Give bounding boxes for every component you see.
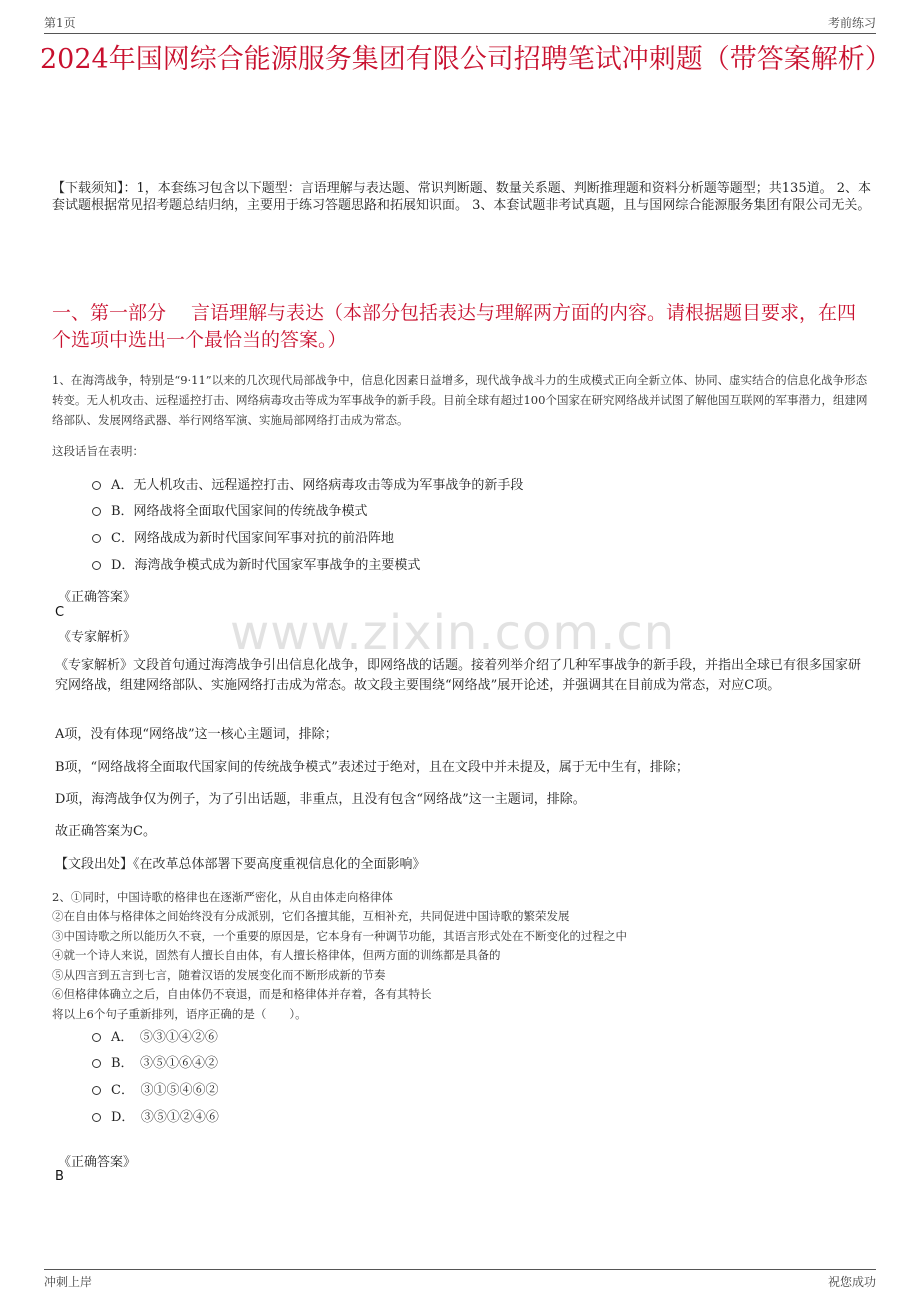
correct-answer-label: 《正确答案》 <box>58 590 137 605</box>
watermark: www.zixin.com.cn <box>230 605 676 661</box>
header-category: 考前练习 <box>827 16 876 30</box>
footer-right: 祝您成功 <box>827 1275 876 1289</box>
question-1-option-b[interactable]: B．网络战将全面取代国家间的传统战争模式 <box>92 503 368 521</box>
expert-analysis-label: 《专家解析》 <box>58 630 137 645</box>
document-title: 2024年国网综合能源服务集团有限公司招聘笔试冲刺题（带答案解析） <box>40 44 892 75</box>
correct-answer: C <box>55 605 65 620</box>
question-2-prompt: 将以上6个句子重新排列，语序正确的是（ ）。 <box>52 1007 307 1021</box>
question-1-prompt: 这段话旨在表明： <box>52 444 144 458</box>
question-2-option-d[interactable]: D． ③⑤①②④⑥ <box>92 1109 219 1127</box>
radio-icon[interactable] <box>92 1113 101 1122</box>
download-notice: 【下载须知】：1，本套练习包含以下题型：言语理解与表达题、常识判断题、数量关系题、判断推理题和资料分析题等题型；共135道。 2、本套试题根据常见招考题总结归纳，主要用于练习答题思路和拓展知识面。 3、本套试题非考试真题，且与国网综合能源服务集团有限公司无关。 <box>52 181 871 213</box>
radio-icon[interactable] <box>92 1086 101 1095</box>
question-2-line-4: ④就一个诗人来说，固然有人擅长自由体，有人擅长格律体，但两方面的训练都是具备的 <box>52 948 501 962</box>
question-2-line-6: ⑥但格律体确立之后，自由体仍不衰退，而是和格律体并存着，各有其特长 <box>52 987 432 1001</box>
explanation-d: D项，海湾战争仅为例子，为了引出话题，非重点，且没有包含“网络战”这一主题词，排除。 <box>55 792 586 807</box>
footer-rule <box>44 1269 876 1270</box>
header-rule <box>44 33 876 34</box>
section-heading: 一、第一部分 言语理解与表达（本部分包括表达与理解两方面的内容。请根据题目要求，在四个选项中选出一个最恰当的答案。） <box>52 302 857 351</box>
conclusion: 故正确答案为C。 <box>55 824 156 839</box>
radio-icon[interactable] <box>92 561 101 570</box>
radio-icon[interactable] <box>92 1059 101 1068</box>
radio-icon[interactable] <box>92 481 101 490</box>
question-2-line-1: 2、①同时，中国诗歌的格律也在逐渐严密化，从自由体走向格律体 <box>52 890 393 904</box>
footer-left: 冲刺上岸 <box>44 1275 93 1289</box>
question-2-option-b[interactable]: B． ③⑤①⑥④② <box>92 1055 218 1073</box>
question-1-stem: 1、在海湾战争，特别是“9·11”以来的几次现代局部战争中，信息化因素日益增多，现代战争战斗力的生成模式正向全新立体、协同、虚实结合的信息化战争形态转变。无人机攻击、远程遥控打击、网络病毒攻击等成为军事战争的新手段。目前全球有超过100个国家在研究网络战并试图了解他国互联网的军事潜力，组建网络部队、发展网络武器、举行网络军演、实施局部网络打击成为常态。 <box>52 373 868 427</box>
correct-answer: B <box>55 1169 64 1184</box>
question-2-line-2: ②在自由体与格律体之间始终没有分成派别，它们各擅其能，互相补充，共同促进中国诗歌的繁荣发展 <box>52 909 570 923</box>
question-2-line-5: ⑤从四言到五言到七言，随着汉语的发展变化而不断形成新的节奏 <box>52 968 386 982</box>
expert-analysis-text: 《专家解析》文段首句通过海湾战争引出信息化战争，即网络战的话题。接着列举介绍了几种军事战争的新手段，并指出全球已有很多国家研究网络战，组建网络部队、实施网络打击成为常态。故文段主要围绕“网络战”展开论述，并强调其在目前成为常态，对应C项。 <box>55 658 862 693</box>
radio-icon[interactable] <box>92 1033 101 1042</box>
radio-icon[interactable] <box>92 534 101 543</box>
question-2-option-a[interactable]: A． ⑤③①④②⑥ <box>92 1029 218 1047</box>
question-2-option-c[interactable]: C． ③①⑤④⑥② <box>92 1082 218 1100</box>
correct-answer-label: 《正确答案》 <box>58 1155 137 1170</box>
radio-icon[interactable] <box>92 507 101 516</box>
source-citation: 【文段出处】《在改革总体部署下要高度重视信息化的全面影响》 <box>55 857 426 872</box>
question-1-option-d[interactable]: D．海湾战争模式成为新时代国家军事战争的主要模式 <box>92 557 420 575</box>
page-number: 第1页 <box>44 16 76 30</box>
explanation-a: A项，没有体现“网络战”这一核心主题词，排除； <box>55 727 338 742</box>
question-2-line-3: ③中国诗歌之所以能历久不衰，一个重要的原因是，它本身有一种调节功能，其语言形式处在不断变化的过程之中 <box>52 929 627 943</box>
question-1-option-c[interactable]: C．网络战成为新时代国家间军事对抗的前沿阵地 <box>92 530 394 548</box>
explanation-b: B项，“网络战将全面取代国家间的传统战争模式”表述过于绝对，且在文段中并未提及，属于无中生有，排除； <box>55 760 689 775</box>
question-1-option-a[interactable]: A．无人机攻击、远程遥控打击、网络病毒攻击等成为军事战争的新手段 <box>92 477 523 495</box>
